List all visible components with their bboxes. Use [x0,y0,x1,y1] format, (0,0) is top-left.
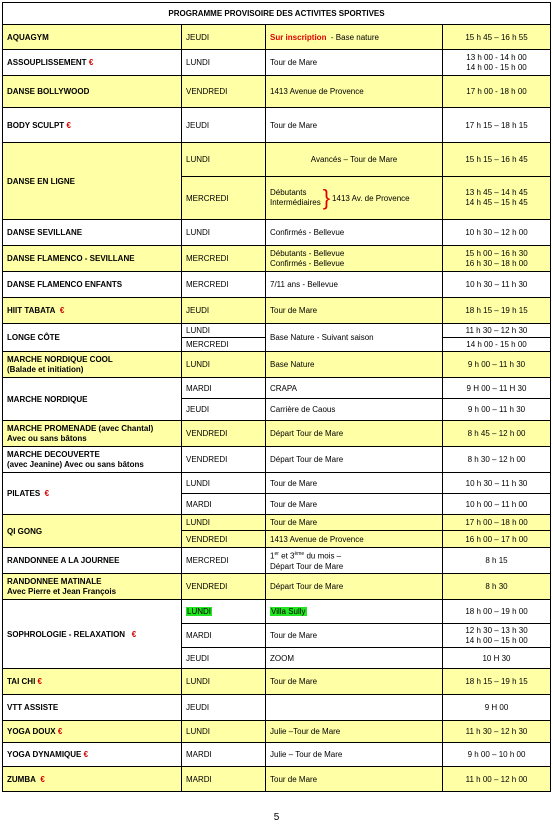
activity-label: ZUMBA [7,774,36,784]
time-cell: 9 H 00 [443,695,551,721]
time-cell: 8 h 15 [443,548,551,574]
euro-icon: € [59,306,65,315]
day-cell: JEUDI [182,695,266,721]
table-row [3,743,551,767]
table-row [3,767,551,792]
day-cell: JEUDI [182,399,266,421]
time-cell: 11 h 30 – 12 h 30 [443,324,551,338]
schedule-sheet [2,2,550,792]
day-cell: LUNDI [182,220,266,246]
activities-table [2,2,551,792]
table-row [3,352,551,378]
place-line: Débutants - Bellevue [270,248,345,258]
table-row [3,108,551,143]
table-row [3,600,551,624]
time-cell: 9 h 00 – 10 h 00 [443,743,551,767]
place-text: - Base nature [330,32,379,42]
place-line: Départ Tour de Mare [270,561,344,571]
activity-label: YOGA DYNAMIQUE [7,750,82,759]
place-line [270,549,438,562]
place-cell [266,177,443,220]
place-cell: Départ Tour de Mare [266,447,443,473]
day-cell: MERCREDI [182,548,266,574]
time-cell: 18 h 15 – 19 h 15 [443,669,551,695]
time-cell [443,246,551,272]
day-cell: JEUDI [182,298,266,324]
table-row [3,447,551,473]
time-cell: 14 h 00 - 15 h 00 [443,338,551,352]
day-cell: VENDREDI [182,447,266,473]
brace-icon: } [322,185,331,210]
place-cell: Départ Tour de Mare [266,574,443,600]
place-text: 1413 Av. de Provence [332,193,410,203]
table-row [3,669,551,695]
place-text: 1 [270,551,275,561]
place-cell: Tour de Mare [266,515,443,531]
time-line: 13 h 00 - 14 h 00 [466,52,527,62]
table-row [3,378,551,399]
place-cell: Tour de Mare [266,494,443,515]
place-cell: Julie – Tour de Mare [266,743,443,767]
day-cell: JEUDI [182,648,266,669]
time-cell: 15 h 45 – 16 h 55 [443,25,551,50]
day-cell: VENDREDI [182,76,266,108]
day-cell: MARDI [182,767,266,792]
time-cell: 16 h 00 – 17 h 00 [443,531,551,548]
euro-icon: € [131,629,137,639]
place-cell: Tour de Mare [266,108,443,143]
activity-name: QI GONG [3,515,182,548]
euro-icon: € [44,489,50,498]
activity-name: DANSE BOLLYWOOD [3,76,182,108]
time-cell: 18 h 00 – 19 h 00 [443,600,551,624]
euro-icon: € [83,750,89,759]
table-row [3,143,551,177]
activity-line: Avec Pierre et Jean François [7,586,117,596]
activity-name [3,721,182,743]
registration-note: Sur inscription [270,32,327,42]
activity-label: HIIT TABATA [7,306,56,315]
activity-line: MARCHE PROMENADE (avec Chantal) [7,423,154,433]
table-row [3,246,551,272]
activity-name [3,669,182,695]
activity-label: SOPHROLOGIE - RELAXATION [7,629,126,639]
activity-name [3,743,182,767]
activity-line: (avec Jeanine) Avec ou sans bâtons [7,459,144,469]
time-line: 14 h 45 – 15 h 45 [465,198,528,207]
table-row [3,76,551,108]
activity-label: PILATES [7,489,41,498]
time-cell: 10 h 30 – 11 h 30 [443,272,551,298]
time-cell [443,177,551,220]
day-cell: LUNDI [182,324,266,338]
place-cell: 7/11 ans - Bellevue [266,272,443,298]
day-cell: MARDI [182,624,266,648]
activity-label: YOGA DOUX [7,727,56,736]
day-cell: LUNDI [182,352,266,378]
table-row [3,695,551,721]
activity-name: LONGE CÔTE [3,324,182,352]
activity-name [3,473,182,515]
activity-name [3,108,182,143]
time-cell: 10 h 30 – 11 h 30 [443,473,551,494]
activity-line: MARCHE NORDIQUE COOL [7,354,113,364]
place-cell: Tour de Mare [266,669,443,695]
place-cell: Tour de Mare [266,473,443,494]
time-line: 14 h 00 – 15 h 00 [465,635,528,645]
day-cell: LUNDI [182,473,266,494]
time-line: 14 h 00 - 15 h 00 [466,62,527,72]
day-cell: MARDI [182,378,266,399]
table-row [3,721,551,743]
activity-name: AQUAGYM [3,25,182,50]
time-cell [443,50,551,76]
place-cell: 1413 Avenue de Provence [266,76,443,108]
activity-line: Avec ou sans bâtons [7,433,87,443]
place-cell [266,548,443,574]
place-cell: Départ Tour de Mare [266,421,443,447]
activity-name [3,574,182,600]
time-cell: 17 h 15 – 18 h 15 [443,108,551,143]
place-cell: Tour de Mare [266,298,443,324]
time-line: 16 h 30 – 18 h 00 [465,258,528,268]
day-cell: LUNDI [182,721,266,743]
place-cell: Carrière de Caous [266,399,443,421]
table-row [3,324,551,338]
page-number: 5 [273,812,280,823]
highlighted-day: LUNDI [187,607,212,616]
day-cell: VENDREDI [182,574,266,600]
activity-name [3,50,182,76]
table-row [3,25,551,50]
highlighted-place: Villa Sully [271,607,306,616]
day-cell: MARDI [182,743,266,767]
time-cell: 8 h 45 – 12 h 00 [443,421,551,447]
time-line: 15 h 00 – 16 h 30 [465,248,528,258]
day-cell: JEUDI [182,108,266,143]
table-row [3,515,551,531]
level-line: Intermédiaires [270,198,321,207]
day-cell: JEUDI [182,25,266,50]
day-cell: LUNDI [182,143,266,177]
ordinal-suffix: ème [294,551,305,558]
time-cell: 15 h 15 – 16 h 45 [443,143,551,177]
time-cell: 11 h 30 – 12 h 30 [443,721,551,743]
activity-name: RANDONNEE A LA JOURNEE [3,548,182,574]
place-cell [266,246,443,272]
day-cell: VENDREDI [182,531,266,548]
place-cell: Tour de Mare [266,624,443,648]
activity-name [3,421,182,447]
time-cell: 9 h 00 – 11 h 30 [443,352,551,378]
activity-name: DANSE FLAMENCO - SEVILLANE [3,246,182,272]
time-cell: 17 h 00 – 18 h 00 [443,515,551,531]
activity-line: (Balade et initiation) [7,364,84,374]
time-cell: 8 h 30 – 12 h 00 [443,447,551,473]
table-row [3,548,551,574]
time-cell: 8 h 30 [443,574,551,600]
day-cell: MERCREDI [182,338,266,352]
day-cell: MARDI [182,494,266,515]
place-text: et 3 [278,551,295,561]
activity-name: DANSE SEVILLANE [3,220,182,246]
activity-name [3,352,182,378]
level-list [270,188,321,208]
place-cell: Tour de Mare [266,50,443,76]
euro-icon: € [66,120,71,130]
activity-name [3,298,182,324]
activity-name: VTT ASSISTE [3,695,182,721]
euro-icon: € [57,727,63,736]
place-cell: ZOOM [266,648,443,669]
activity-label: ASSOUPLISSEMENT [7,58,87,67]
day-cell: MERCREDI [182,246,266,272]
time-cell: 18 h 15 – 19 h 15 [443,298,551,324]
euro-icon: € [37,677,42,686]
day-cell: LUNDI [182,669,266,695]
time-line: 13 h 45 – 14 h 45 [465,188,528,197]
page-title: PROGRAMME PROVISOIRE DES ACTIVITES SPORTIVES [3,3,551,25]
time-cell: 10 h 30 – 12 h 00 [443,220,551,246]
place-cell: Confirmés - Bellevue [266,220,443,246]
table-row [3,50,551,76]
time-cell: 10 h 00 – 11 h 00 [443,494,551,515]
table-row [3,220,551,246]
activity-line: MARCHE DECOUVERTE [7,449,100,459]
time-cell: 10 H 30 [443,648,551,669]
table-row [3,473,551,494]
place-cell: Avancés – Tour de Mare [266,143,443,177]
activity-name [3,767,182,792]
day-cell: VENDREDI [182,421,266,447]
place-cell [266,695,443,721]
activity-label: TAI CHI [7,677,36,686]
time-cell: 17 h 00 - 18 h 00 [443,76,551,108]
place-cell [266,25,443,50]
day-cell: MERCREDI [182,177,266,220]
time-cell: 9 H 00 – 11 H 30 [443,378,551,399]
level-line: Débutants [270,188,307,197]
time-cell: 11 h 00 – 12 h 00 [443,767,551,792]
time-cell [443,624,551,648]
table-row [3,272,551,298]
table-row [3,298,551,324]
activity-name: DANSE FLAMENCO ENFANTS [3,272,182,298]
place-cell [266,600,443,624]
day-cell [182,600,266,624]
activity-name [3,447,182,473]
place-cell: 1413 Avenue de Provence [266,531,443,548]
euro-icon: € [88,58,94,67]
day-cell: MERCREDI [182,272,266,298]
euro-icon: € [40,774,45,784]
time-line: 12 h 30 – 13 h 30 [465,625,528,635]
place-text: du mois – [304,551,342,561]
table-row [3,574,551,600]
activity-name [3,600,182,669]
place-cell: CRAPA [266,378,443,399]
table-row [3,421,551,447]
activity-name: MARCHE NORDIQUE [3,378,182,421]
activity-line: RANDONNEE MATINALE [7,576,102,586]
activity-label: BODY SCULPT [7,120,65,130]
time-cell: 9 h 00 – 11 h 30 [443,399,551,421]
place-cell: Tour de Mare [266,767,443,792]
place-cell: Base Nature - Suivant saison [266,324,443,352]
activity-name: DANSE EN LIGNE [3,143,182,220]
day-cell: LUNDI [182,515,266,531]
place-line: Confirmés - Bellevue [270,258,345,268]
ordinal-suffix: er [274,551,279,558]
day-cell: LUNDI [182,50,266,76]
place-cell: Base Nature [266,352,443,378]
place-cell: Julie –Tour de Mare [266,721,443,743]
